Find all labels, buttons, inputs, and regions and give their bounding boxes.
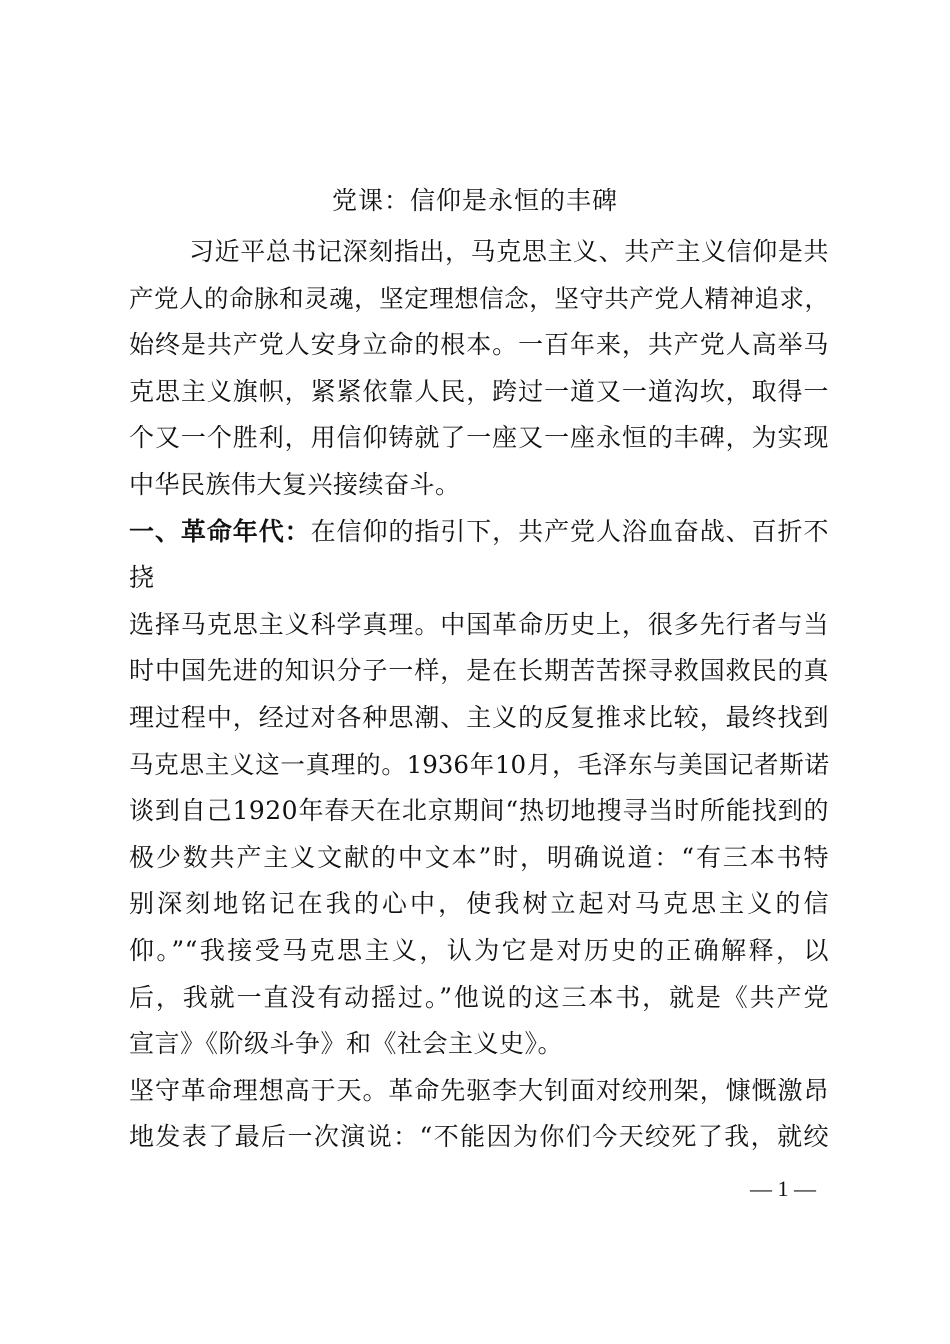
text-line: 极少数共产主义文献的中文本”时，明确说道：“有三本书特	[129, 842, 829, 872]
text-line: 坚守革命理想高于天。革命先驱李大钊面对绞刑架，慷慨激昂	[129, 1075, 829, 1105]
section-heading-line: 挠	[129, 563, 155, 593]
text-line: 后，我就一直没有动摇过。”他说的这三本书，就是《共产党	[129, 982, 829, 1012]
paragraph-intro	[129, 229, 829, 509]
text-line: 谈到自己1920年春天在北京期间“热切地搜寻当时所能找到的	[129, 796, 829, 826]
text-line: 马克思主义这一真理的。1936年10月，毛泽东与美国记者斯诺	[129, 749, 829, 779]
section-heading	[129, 509, 829, 602]
text-line: 中华民族伟大复兴接续奋斗。	[129, 469, 461, 499]
document-title: 党课：信仰是永恒的丰碑	[331, 186, 618, 215]
text-line: 时中国先进的知识分子一样，是在长期苦苦探寻救国救民的真	[129, 656, 829, 686]
text-line: 克思主义旗帜，紧紧依靠人民，跨过一道又一道沟坎，取得一	[129, 376, 829, 406]
text-line: 选择马克思主义科学真理。中国革命历史上，很多先行者与当	[129, 609, 829, 639]
document-body	[129, 229, 829, 1161]
text-line: 别深刻地铭记在我的心中，使我树立起对马克思主义的信	[129, 889, 829, 919]
text-line: 宣言》《阶级斗争》和《社会主义史》。	[129, 1029, 564, 1059]
text-line: 习近平总书记深刻指出，马克思主义、共产主义信仰是共	[189, 237, 829, 266]
text-line: 始终是共产党人安身立命的根本。一百年来，共产党人高举马	[129, 330, 829, 360]
text-line: 仰。”“我接受马克思主义，认为它是对历史的正确解释，以	[129, 935, 829, 965]
section-heading-line	[129, 509, 829, 556]
paragraph-marxism	[129, 602, 829, 1068]
text-line: 个又一个胜利，用信仰铸就了一座又一座永恒的丰碑，为实现	[129, 423, 829, 453]
text-line: 产党人的命脉和灵魂，坚定理想信念，坚守共产党人精神追求，	[129, 283, 829, 313]
section-heading-bold: 一、革命年代：	[129, 516, 311, 546]
paragraph-ideals	[129, 1068, 829, 1161]
section-heading-rest: 在信仰的指引下，共产党人浴血奋战、百折不	[310, 516, 829, 546]
text-line: 地发表了最后一次演说：“不能因为你们今天绞死了我，就绞	[129, 1122, 829, 1152]
text-line: 理过程中，经过对各种思潮、主义的反复推求比较，最终找到	[129, 702, 829, 732]
page-number: — 1 —	[750, 1176, 816, 1201]
